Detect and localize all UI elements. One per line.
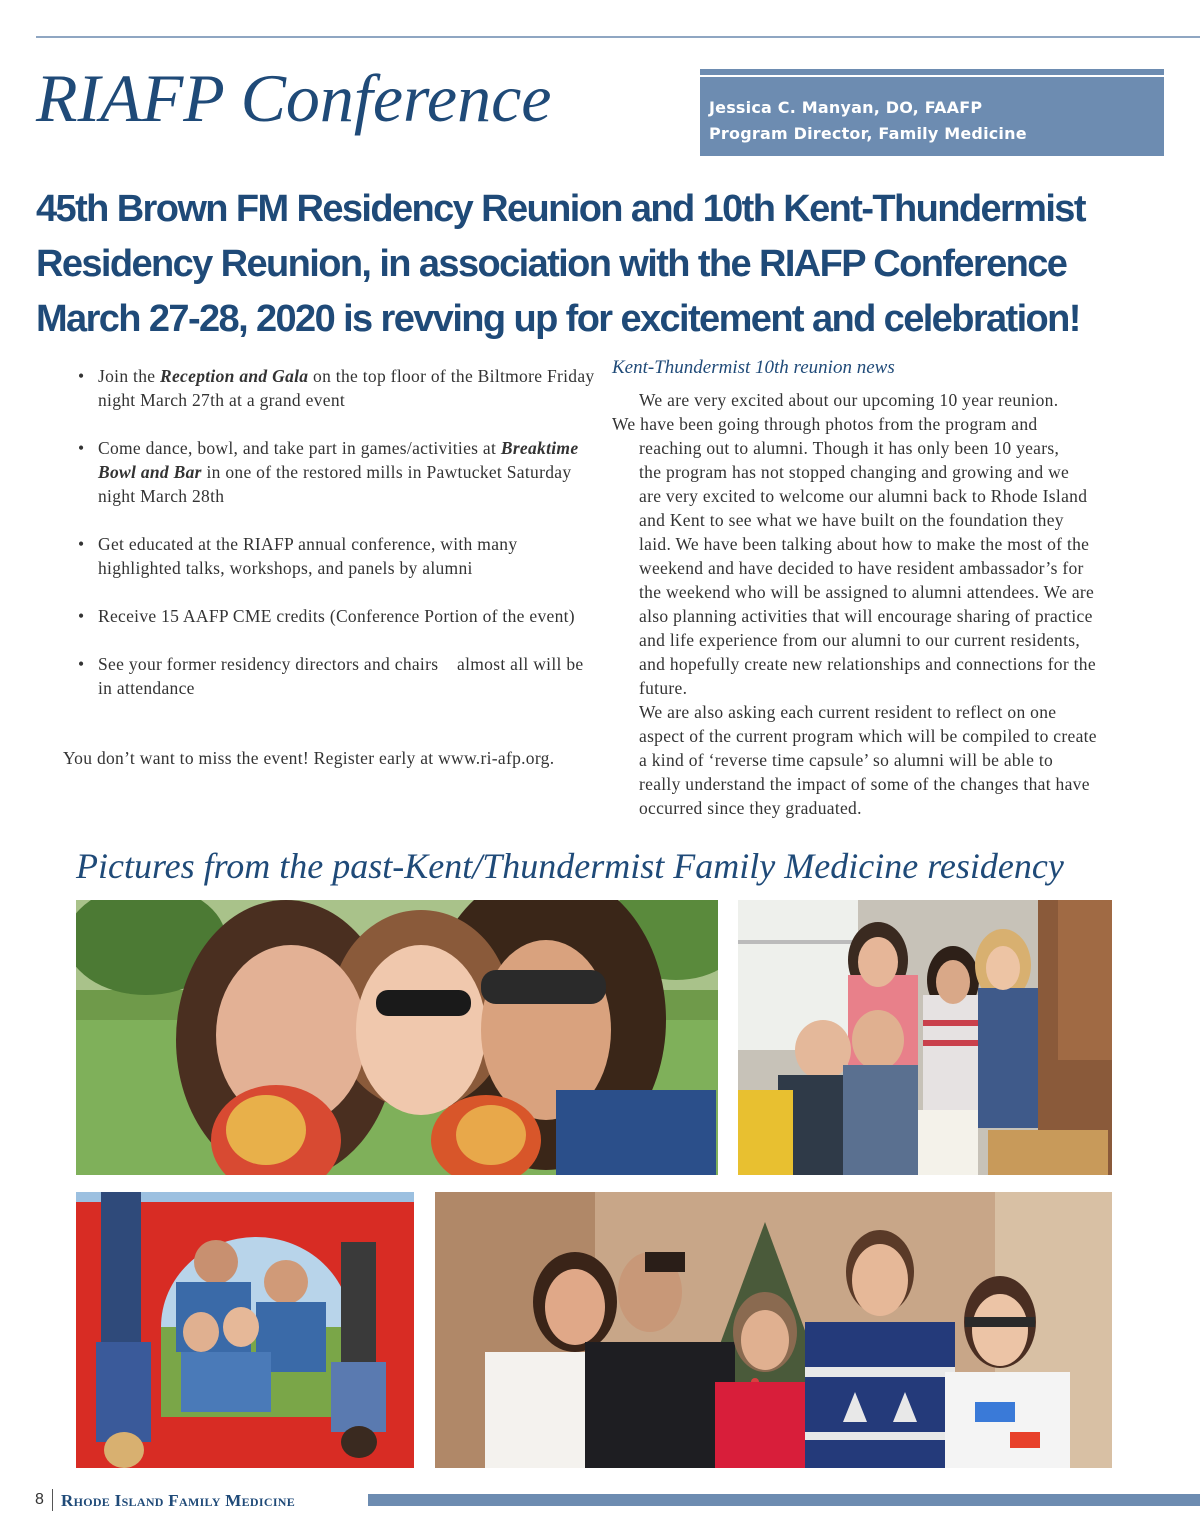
news-paragraph: We are also asking each current resident to reflect on one aspect of the current program which will be compiled to create a kind of ‘reverse time capsule’ so alumni will be able to really understand the impact of some of the changes that have occurred since they graduated. (639, 702, 1097, 818)
author-role: Program Director, Family Medicine (709, 124, 1027, 143)
headline-line: March 27-28, 2020 is revving up for excitement and celebration! (36, 298, 1080, 340)
news-body (612, 388, 1172, 820)
section-title: RIAFP Conference (36, 60, 552, 136)
author-name: Jessica C. Manyan, DO, FAAFP (709, 98, 983, 117)
list-item: • See your former residency directors and chairs almost all will be in attendance (78, 652, 598, 700)
headline (36, 182, 1085, 347)
list-item: • Come dance, bowl, and take part in games/activities at Breaktime Bowl and Bar in one of the restored mills in Pawtucket Saturday night March 28th (78, 436, 598, 508)
news-paragraph: We are very excited about our upcoming 10 year reunion. We have been going through photos from the program and reaching out to alumni. Though it has only been 10 years, the program has not stopped changing and growing and we are very excited to welcome our alumni back to Rhode Island and Kent to see what we have built on the foundation they laid. We have been talking about how to make the most of the weekend and have decided to have resident ambassador’s for the weekend who will be assigned to alumni attendees. We are also planning activities that will encourage sharing of practice and life experience from our alumni to our current residents, and hopefully create new relationships and connections for the future. (612, 390, 1096, 698)
event-highlights-list (78, 364, 598, 724)
author-box-rule (700, 75, 1164, 77)
footer-bar (368, 1494, 1200, 1506)
headline-line: 45th Brown FM Residency Reunion and 10th Kent-Thundermist (36, 188, 1085, 230)
page-number: 8 (35, 1491, 44, 1508)
news-heading: Kent-Thundermist 10th reunion news (612, 357, 895, 378)
list-item: • Get educated at the RIAFP annual conference, with many highlighted talks, workshops, and panels by alumni (78, 532, 598, 580)
publication-name: Rhode Island Family Medicine (61, 1491, 296, 1510)
photo-group-kitchen (738, 900, 1112, 1175)
registration-note: You don’t want to miss the event! Register early at www.ri-afp.org. (63, 748, 555, 768)
author-box (700, 69, 1164, 156)
list-item: • Receive 15 AAFP CME credits (Conference Portion of the event) (78, 604, 598, 628)
photo-red-sculpture (76, 1192, 414, 1468)
headline-line: Residency Reunion, in association with the RIAFP Conference (36, 243, 1067, 285)
photo-selfie-outdoors (76, 900, 718, 1175)
photo-holiday-group (435, 1192, 1112, 1468)
list-item: • Join the Reception and Gala on the top floor of the Biltmore Friday night March 27th at a grand event (78, 364, 598, 412)
pictures-heading: Pictures from the past-Kent/Thundermist Family Medicine residency (76, 846, 1064, 886)
top-rule (36, 36, 1200, 38)
footer-separator (52, 1489, 53, 1511)
